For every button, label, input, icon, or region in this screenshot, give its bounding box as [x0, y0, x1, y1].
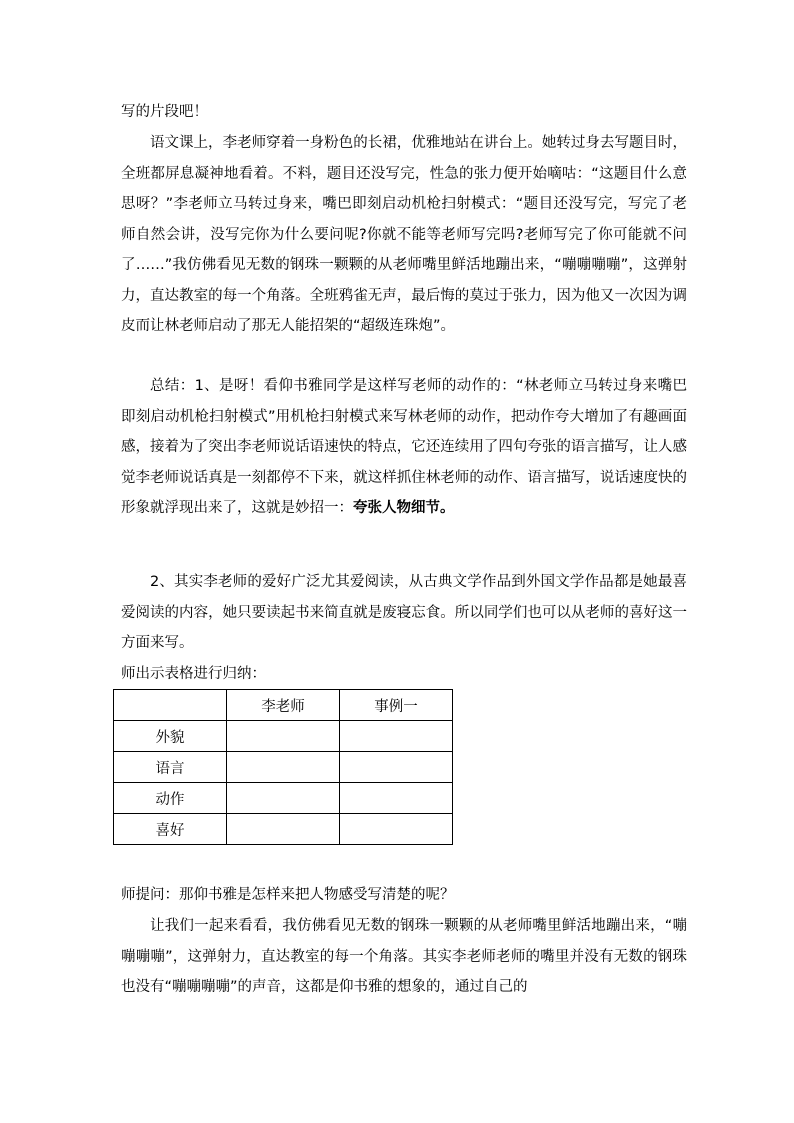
line-fragment: 写的片段吧！	[121, 104, 208, 120]
table-row	[114, 783, 453, 814]
table-header-cell	[114, 690, 227, 721]
table-row	[114, 752, 453, 783]
table-header-cell: 李老师	[227, 690, 340, 721]
table-row-label: 动作	[114, 783, 227, 814]
table-cell	[340, 721, 453, 752]
table-row	[114, 814, 453, 845]
table-intro: 师出示表格进行归纳：	[121, 666, 266, 682]
summary-1-highlight: 夸张人物细节。	[353, 500, 455, 516]
table-header-row	[114, 690, 453, 721]
table-row-label: 外貌	[114, 721, 227, 752]
table-row-label: 喜好	[114, 814, 227, 845]
table-header-cell: 事例一	[340, 690, 453, 721]
table-cell	[340, 814, 453, 845]
table-cell	[340, 752, 453, 783]
summary-paragraph-2: 2、其实李老师的爱好广泛尤其爱阅读，从古典文学作品到外国文学作品都是她最喜爱阅读的内容，她只要读起书来简直就是废寝忘食。所以同学们也可以从老师的喜好这一方面来写。	[121, 574, 687, 651]
summary-table	[113, 689, 453, 845]
table-cell	[227, 721, 340, 752]
table-row-label: 语言	[114, 752, 227, 783]
summary-paragraph-1	[121, 371, 687, 524]
table-row	[114, 721, 453, 752]
teacher-question: 师提问：那仰书雅是怎样来把人物感受写清楚的呢？	[121, 887, 455, 903]
table-cell	[227, 814, 340, 845]
paragraph-classroom-story: 语文课上，李老师穿着一身粉色的长裙，优雅地站在讲台上。她转过身去写题目时，全班都屏息凝神地看着。不料，题目还没写完，性急的张力便开始嘀咕：“这题目什么意思呀？”李老师立马转过身来，嘴巴即刻启动机枪扫射模式：“题目还没写完，写完了老师自然会讲，没写完你为什么要问呢?你就不能等老师写完吗?老师写完了你可能就不问了……”我仿佛看见无数的钢珠一颗颗的从老师嘴里鲜活地蹦出来，“嘣嘣嘣嘣”，这弹射力，直达教室的每一个角落。全班鸦雀无声，最后悔的莫过于张力，因为他又一次因为调皮而让林老师启动了那无人能招架的“超级连珠炮”。	[121, 135, 687, 334]
table-cell	[340, 783, 453, 814]
summary-1-text: 总结：1、是呀！看仰书雅同学是这样写老师的动作的：“林老师立马转过身来嘴巴即刻启动机枪扫射模式”用机枪扫射模式来写林老师的动作，把动作夸大增加了有趣画面感，接着为了突出李老师说话语速快的特点，它还连续用了四句夸张的语言描写，让人感觉李老师说话真是一刻都停不下来，就这样抓住林老师的动作、语言描写，说话速度快的形象就浮现出来了，这就是妙招一：	[121, 378, 687, 516]
paragraph-final: 让我们一起来看看，我仿佛看见无数的钢珠一颗颗的从老师嘴里鲜活地蹦出来，“嘣嘣嘣嘣”，这弹射力，直达教室的每一个角落。其实李老师老师的嘴里并没有无数的钢珠也没有“嘣嘣嘣嘣”的声音，这都是仰书雅的想象的，通过自己的	[121, 918, 687, 995]
table-cell	[227, 752, 340, 783]
table-cell	[227, 783, 340, 814]
